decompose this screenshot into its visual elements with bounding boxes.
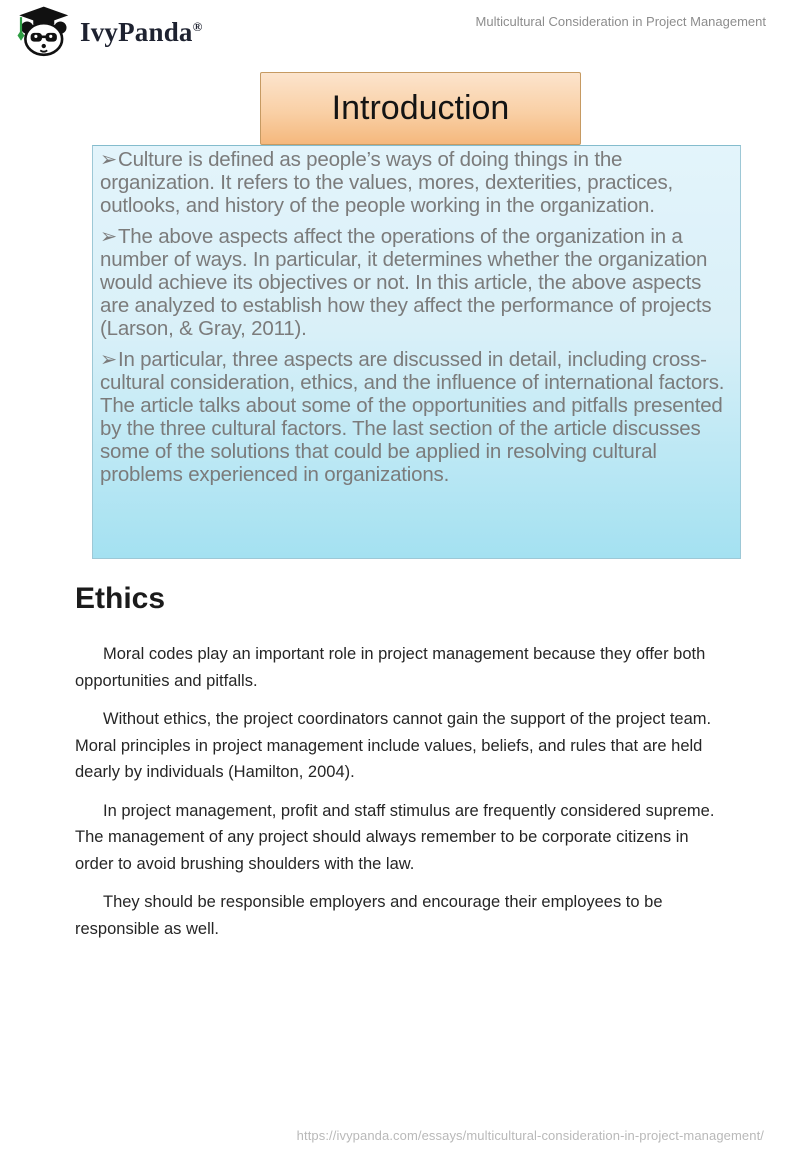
page-header [0,0,800,64]
section-heading-ethics: Ethics [75,582,166,615]
logo-text: IvyPanda [80,16,193,47]
arrow-bullet-icon: ➢ [100,348,117,371]
logo-wordmark [80,17,203,48]
slide-bullet [100,348,733,486]
slide-title-box [260,72,581,145]
slide-bullet [100,225,733,340]
arrow-bullet-icon: ➢ [100,148,117,171]
article-paragraph: They should be responsible employers and encourage their employees to be responsible as well. [75,893,663,938]
slide-body-box [92,145,741,559]
panda-graduate-icon [14,6,70,58]
document-title: Multicultural Consideration in Project Management [475,14,766,29]
slide-bullet-list [100,148,733,486]
slide-bullet [100,148,733,217]
slide-bullet-text: The above aspects affect the operations of the organization in a number of ways. In particular, it determines whether the organization would achieve its objectives or not. In this article, the above aspects are analyzed to establish how they affect the performance of projects (Larson, & Gray, 2011). [100,225,712,340]
footer-source-url: https://ivypanda.com/essays/multicultural-consideration-in-project-management/ [296,1128,764,1143]
arrow-bullet-icon: ➢ [100,225,117,248]
article-body [75,641,726,954]
slide-bullet-text: Culture is defined as people’s ways of doing things in the organization. It refers to the values, mores, dexterities, practices, outlooks, and history of the people working in the organization. [100,148,673,217]
slide-bullet-text: In particular, three aspects are discussed in detail, including cross-cultural consideration, ethics, and the influence of international factors. The article talks about some of the opportunities and pitfalls presented by the three cultural factors. The last section of the article discusses some of the solutions that could be applied in resolving cultural problems experienced in organizations. [100,348,725,486]
article-paragraph: In project management, profit and staff stimulus are frequently considered supreme. The management of any project should always remember to be corporate citizens in order to avoid brushing shoulders with the law. [75,801,715,873]
registered-mark: ® [192,18,203,34]
ivypanda-logo [14,6,203,58]
article-paragraph: Moral codes play an important role in project management because they offer both opportunities and pitfalls. [75,645,706,690]
slide-title: Introduction [331,89,510,127]
article-paragraph: Without ethics, the project coordinators cannot gain the support of the project team. Moral principles in project management include values, beliefs, and rules that are held dearly by individuals (Hamilton, 2004). [75,710,712,781]
